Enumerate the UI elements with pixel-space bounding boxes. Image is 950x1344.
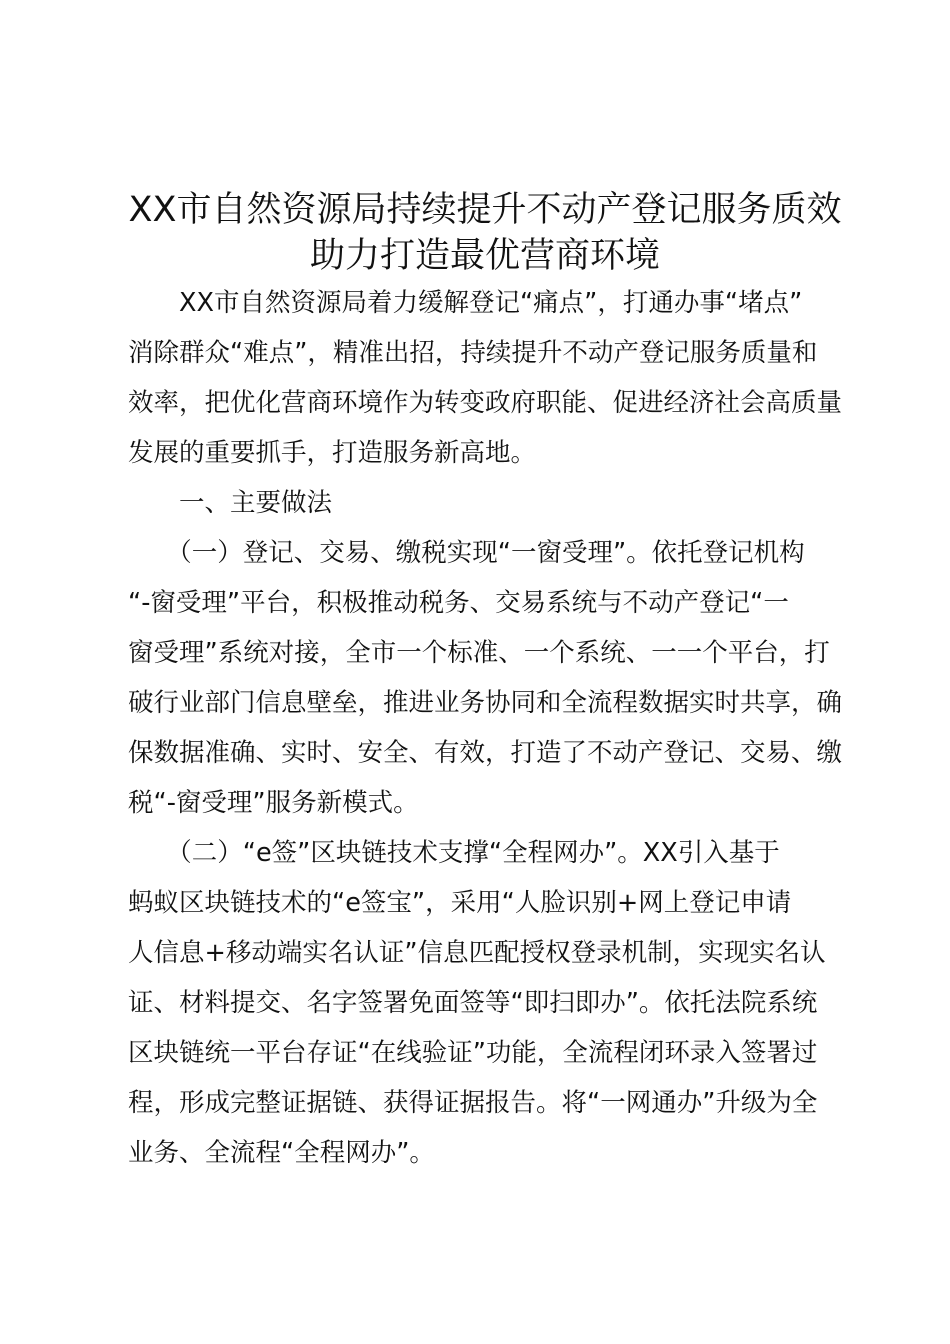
document-title-line-2: 助力打造最优营商环境 — [309, 236, 660, 276]
body-line-9: 破行业部门信息壁垒，推进业务协同和全流程数据实时共享，确 — [128, 688, 843, 718]
body-line-11: 税“-窗受理”服务新模式。 — [128, 788, 419, 818]
body-line-2: 消除群众“难点”，精准出招，持续提升不动产登记服务质量和 — [128, 338, 818, 368]
body-line-8: 窗受理”系统对接，全市一个标准、一个系统、一一个平台，打 — [128, 638, 830, 668]
body-line-18: 业务、全流程“全程网办”。 — [128, 1138, 435, 1168]
body-line-17: 程，形成完整证据链、获得证据报告。将“一网通办”升级为全 — [128, 1088, 818, 1118]
body-line-15: 证、材料提交、名字签署免面签等“即扫即办”。依托法院系统 — [128, 988, 818, 1018]
body-line-16: 区块链统一平台存证“在线验证”功能，全流程闭环录入签署过 — [128, 1038, 818, 1068]
body-line-1: XX市自然资源局着力缓解登记“痛点”，打通办事“堵点” — [128, 288, 803, 318]
body-line-3: 效率，把优化营商环境作为转变政府职能、促进经济社会高质量 — [128, 388, 843, 418]
body-line-6: （一）登记、交易、缴税实现“一窗受理”。依托登记机构 — [128, 538, 805, 568]
body-line-4: 发展的重要抓手，打造服务新高地。 — [128, 438, 537, 468]
body-line-10: 保数据准确、实时、安全、有效，打造了不动产登记、交易、缴 — [128, 738, 843, 768]
body-line-12: （二）“e签”区块链技术支撑“全程网办”。XX引入基于 — [128, 838, 780, 868]
body-line-14: 人信息+移动端实名认证”信息匹配授权登录机制，实现实名认 — [128, 938, 826, 968]
body-line-13: 蚂蚁区块链技术的“e签宝”，采用“人脸识别+网上登记申请 — [128, 888, 792, 918]
section-heading-main-practices: 一、主要做法 — [128, 488, 333, 518]
body-line-7: “-窗受理”平台，积极推动税务、交易系统与不动产登记“一 — [128, 588, 789, 618]
document-title-line-1: XX市自然资源局持续提升不动产登记服务质效 — [128, 190, 842, 230]
